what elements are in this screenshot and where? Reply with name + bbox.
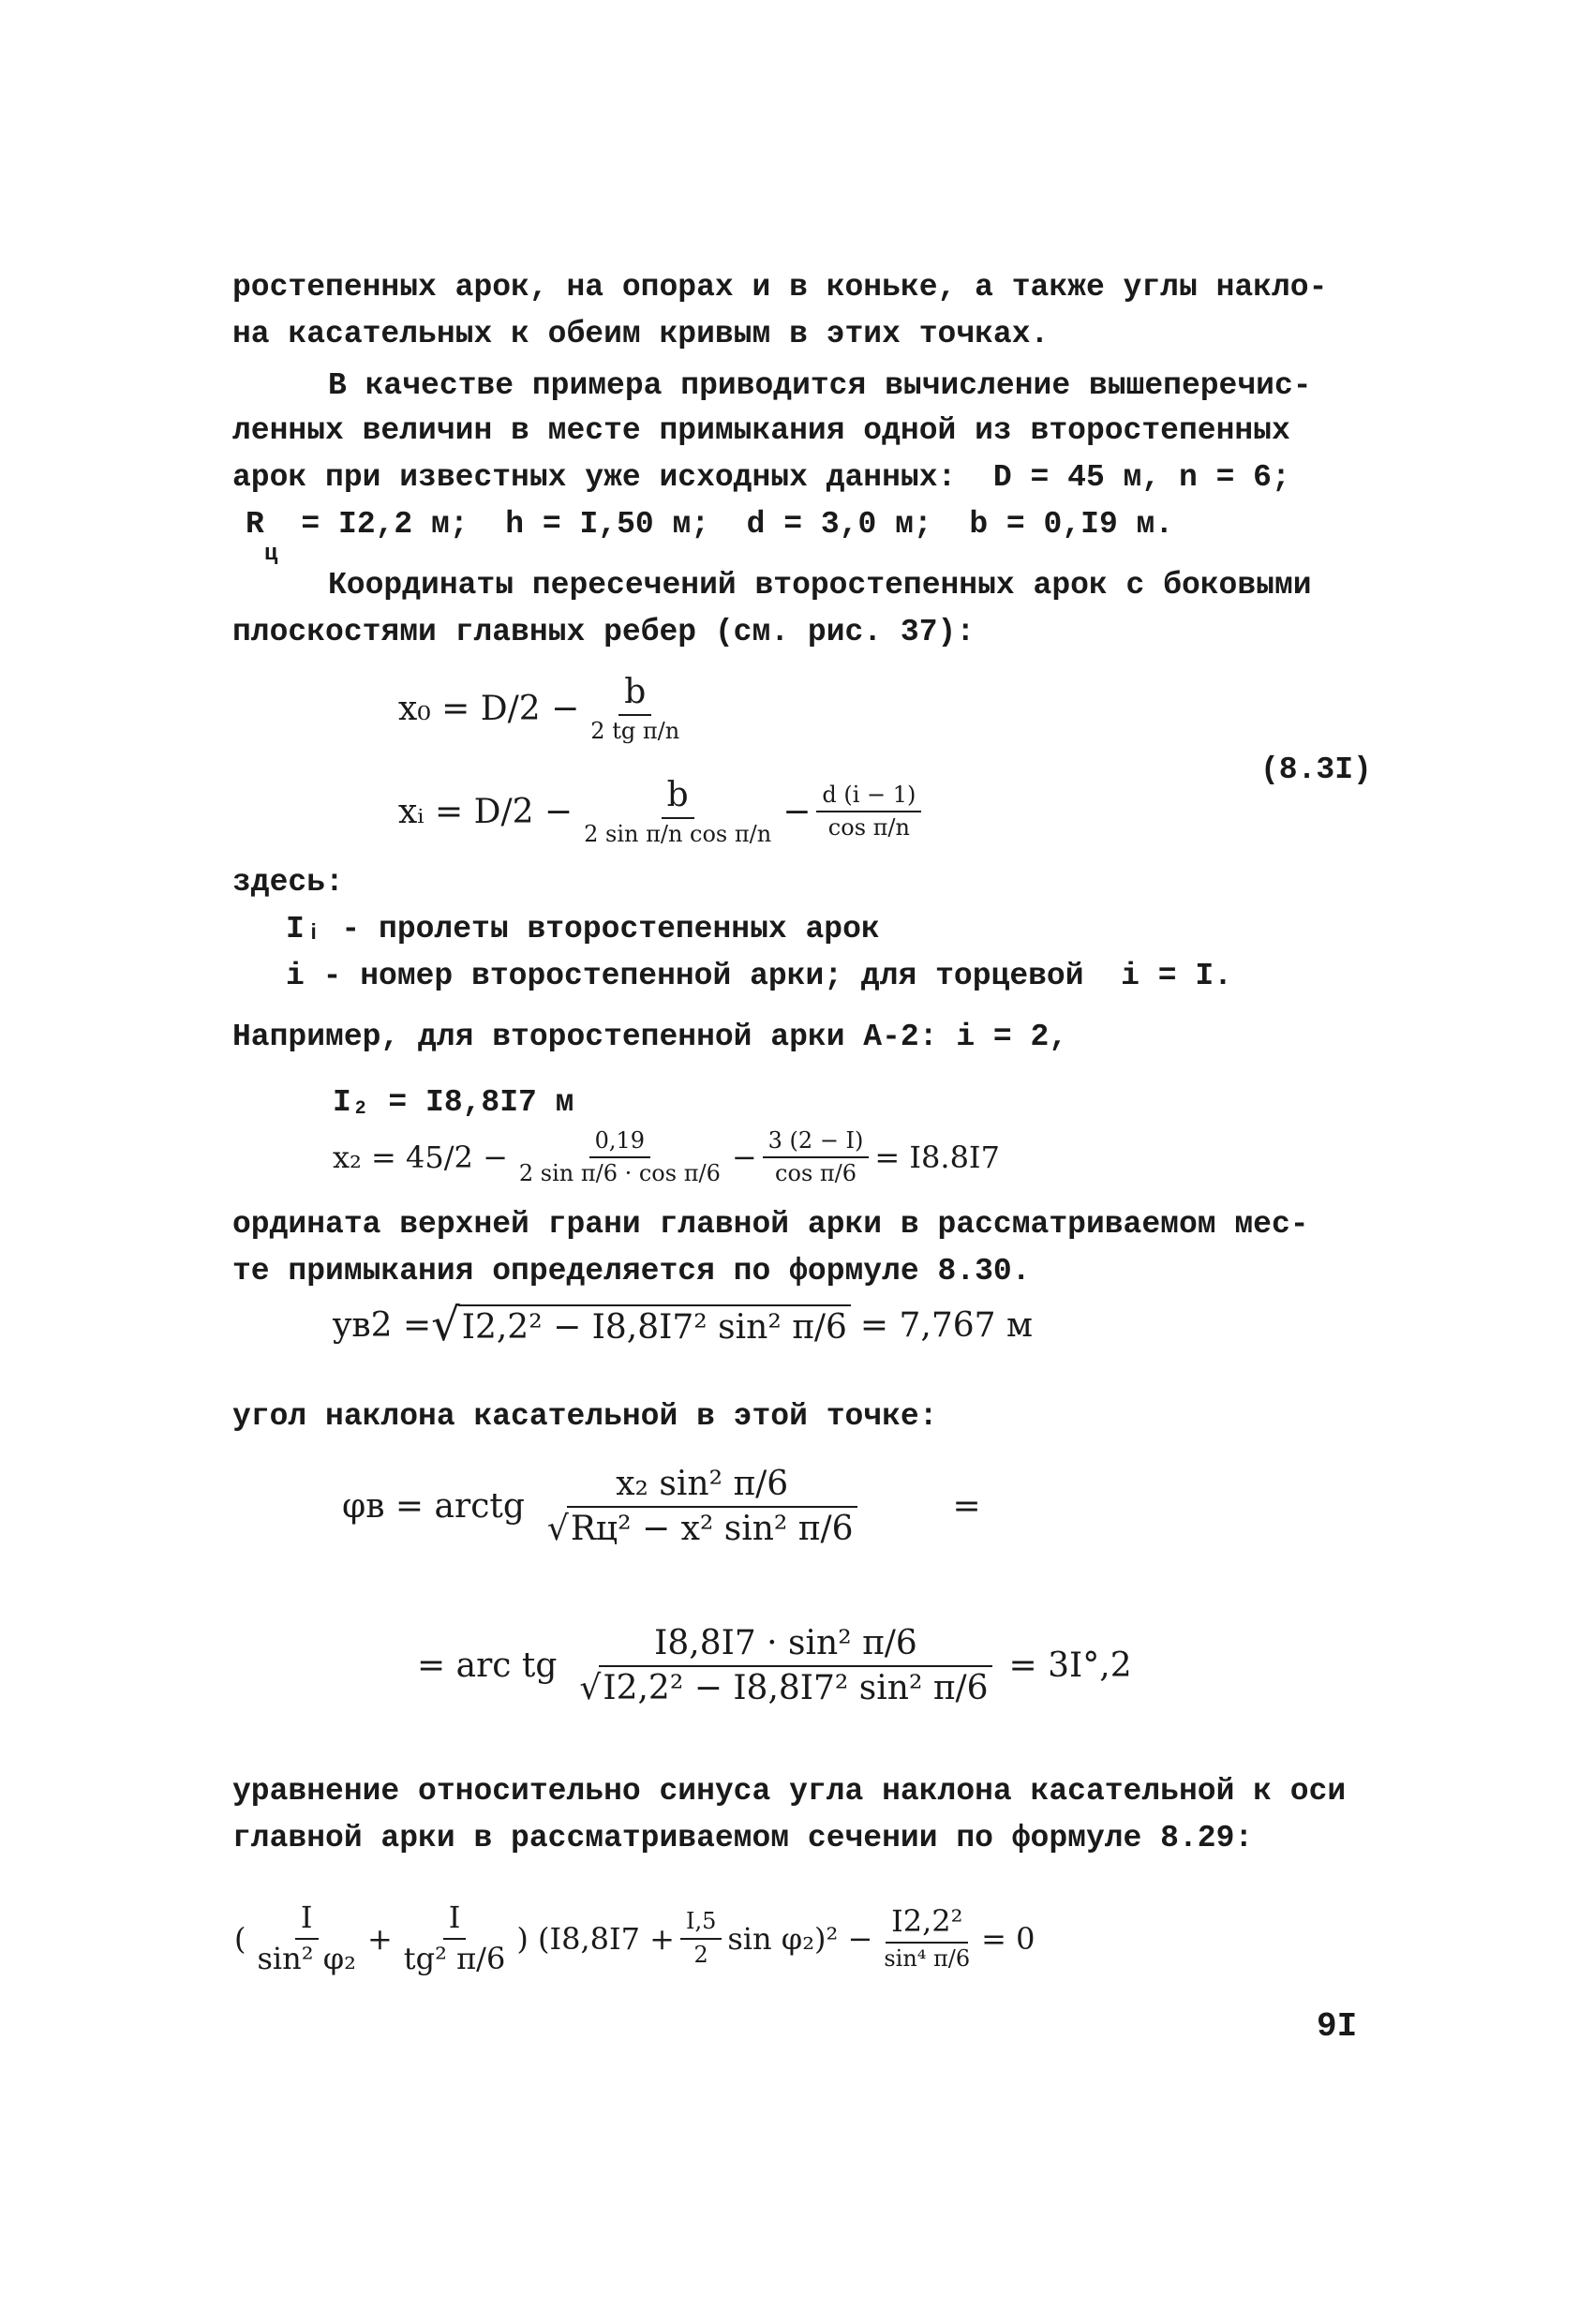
text-line: те примыкания определяется по формуле 8.30. xyxy=(232,1254,1031,1289)
radicand: I2,2² − I8,8I7² sin² π/6 xyxy=(599,1665,991,1707)
text-line: ростепенных арок, на опорах и в коньке, а также углы накло- xyxy=(232,270,1328,305)
formula-middle: ) (I8,8I7 + xyxy=(516,1920,675,1957)
denominator: 2 xyxy=(693,1941,708,1968)
numerator: I,5 xyxy=(680,1910,722,1939)
paren-open: ( xyxy=(234,1920,246,1957)
formula-xi xyxy=(398,778,927,846)
formula-lhs: xᵢ = D/2 − xyxy=(398,792,574,831)
sqrt-sign: √ xyxy=(431,1299,460,1351)
fraction xyxy=(763,1129,870,1185)
denominator: 2 sin π/n cos π/n xyxy=(584,820,772,847)
formula-lhs: x₀ = D/2 − xyxy=(398,689,580,728)
equation-label: (8.3I) xyxy=(1260,752,1372,787)
formula-phi2 xyxy=(417,1626,1132,1706)
page-number: 9I xyxy=(1317,2007,1358,2046)
fraction xyxy=(878,1903,976,1972)
text-line: Iᵢ - пролеты второстепенных арок xyxy=(286,912,880,946)
formula-x0 xyxy=(398,675,691,743)
text-line: плоскостями главных ребер (см. рис. 37): xyxy=(232,615,976,649)
formula-y xyxy=(333,1299,1034,1351)
formula-x2 xyxy=(333,1129,1000,1185)
numerator: 3 (2 − I) xyxy=(763,1129,870,1158)
numerator: 0,19 xyxy=(589,1129,650,1158)
minus-sign: − xyxy=(782,792,812,831)
fraction xyxy=(542,1467,863,1547)
fraction xyxy=(514,1129,726,1185)
text-line: I₂ = I8,8I7 м xyxy=(333,1085,574,1120)
fraction xyxy=(816,783,921,840)
denominator: sin² φ₂ xyxy=(257,1940,356,1976)
formula-rhs: = 0 xyxy=(981,1920,1035,1957)
formula-lhs: x₂ = 45/2 − xyxy=(333,1140,508,1176)
numerator: b xyxy=(662,778,694,819)
text-line: ордината верхней грани главной арки в рассматриваемом мес- xyxy=(232,1207,1309,1242)
denominator: 2 tg π/n xyxy=(590,717,680,744)
text-line: на касательных к обеим кривым в этих точках. xyxy=(232,317,1050,351)
denominator: cos π/n xyxy=(827,814,910,842)
denominator: sin⁴ π/6 xyxy=(884,1944,971,1972)
plus-sign: + xyxy=(366,1920,393,1957)
denominator: cos π/6 xyxy=(775,1160,857,1187)
formula-lhs: = arc tg xyxy=(417,1646,558,1686)
text-line: ленных величин в месте примыкания одной из второстепенных xyxy=(232,413,1290,448)
text-line: главной арки в рассматриваемом сечении по формуле 8.29: xyxy=(232,1821,1254,1855)
subscript-note: ц xyxy=(264,542,278,567)
minus-sign: − xyxy=(731,1140,757,1176)
formula-rhs: = I8.8I7 xyxy=(874,1140,1000,1176)
fraction xyxy=(585,675,685,743)
text-line: здесь: xyxy=(232,865,344,900)
radicand: Rц² − x² sin² π/6 xyxy=(567,1506,857,1548)
equals-sign: = xyxy=(952,1487,981,1527)
text-line: арок при известных уже исходных данных: D = 45 м, n = 6; xyxy=(232,460,1290,495)
text-line: R = I2,2 м; h = I,50 м; d = 3,0 м; b = 0,I9 м. xyxy=(246,507,1174,542)
formula-middle: sin φ₂)² − xyxy=(727,1920,873,1957)
text-line: i - номер второстепенной арки; для торцевой i = I. xyxy=(286,959,1232,993)
denominator xyxy=(574,1667,997,1706)
formula-rhs: = 7,767 м xyxy=(859,1305,1034,1345)
fraction xyxy=(574,1626,997,1706)
denominator: tg² π/6 xyxy=(403,1940,506,1976)
numerator: I2,2² xyxy=(886,1906,968,1944)
numerator: x₂ sin² π/6 xyxy=(610,1467,794,1508)
numerator: I xyxy=(443,1902,467,1940)
fraction xyxy=(398,1899,512,1976)
formula-rhs: = 3I°,2 xyxy=(1008,1646,1132,1686)
formula-lhs: yв2 = xyxy=(333,1305,432,1345)
numerator: d (i − 1) xyxy=(816,783,921,812)
sqrt-sign: √ xyxy=(546,1509,569,1548)
formula-lhs: φв = arctg xyxy=(342,1487,525,1527)
text-line: угол наклона касательной в этой точке: xyxy=(232,1399,938,1434)
fraction xyxy=(680,1910,722,1966)
text-line: Например, для второстепенной арки A-2: i = 2, xyxy=(232,1020,1068,1054)
text-line: В качестве примера приводится вычисление вышеперечис- xyxy=(328,368,1312,403)
fraction xyxy=(251,1899,362,1976)
numerator: I8,8I7 · sin² π/6 xyxy=(648,1626,923,1667)
fraction xyxy=(578,778,777,846)
sqrt-sign: √ xyxy=(579,1668,602,1707)
text-line: уравнение относительно синуса угла наклона касательной к оси xyxy=(232,1774,1347,1809)
denominator xyxy=(542,1508,863,1547)
numerator: I xyxy=(295,1902,319,1940)
formula-sine-equation xyxy=(234,1899,1035,1976)
numerator: b xyxy=(618,675,651,716)
denominator: 2 sin π/6 · cos π/6 xyxy=(518,1160,721,1187)
text-line: Координаты пересечений второстепенных арок с боковыми xyxy=(328,568,1312,603)
radicand: I2,2² − I8,8I7² sin² π/6 xyxy=(458,1304,851,1347)
formula-phi xyxy=(342,1467,981,1547)
